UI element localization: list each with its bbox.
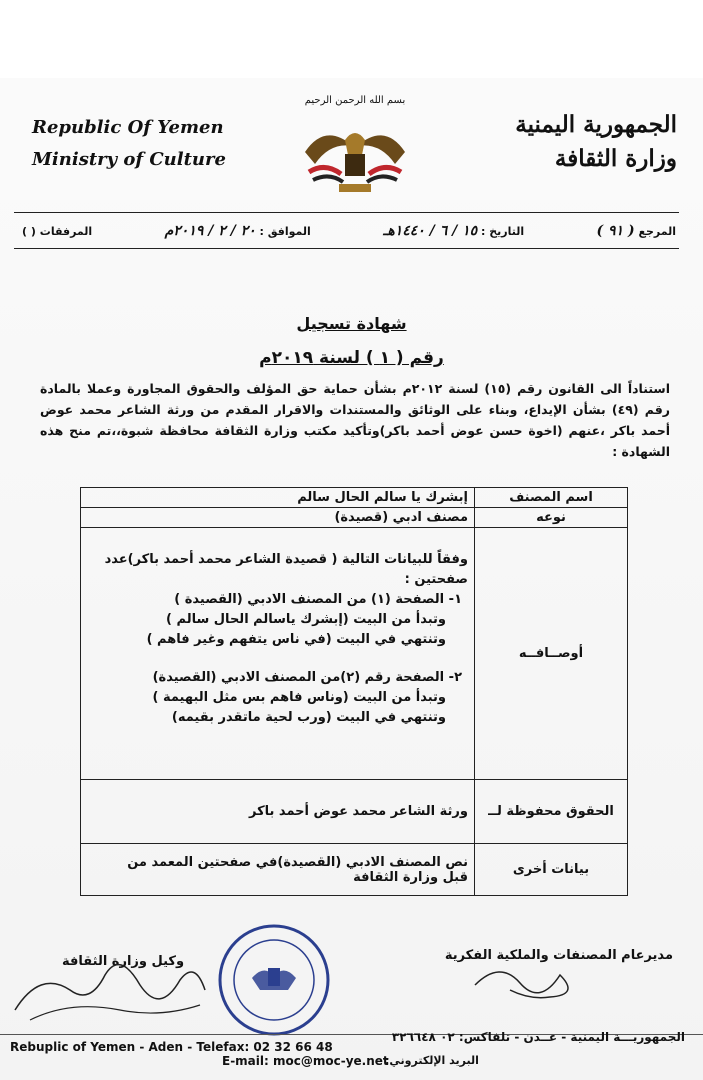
date-label: التاريخ :: [480, 225, 525, 238]
header-rule-top: [14, 212, 679, 213]
top-margin: [0, 0, 703, 78]
table-row: [81, 528, 628, 780]
other-data-value: [81, 844, 475, 896]
email-label-ar: البريد الإلكتروني:: [385, 1054, 479, 1067]
arabic-letterhead: [515, 108, 677, 176]
deputy-signature: [10, 930, 210, 1025]
description-line: ٢- الصفحة رقم (٢)من المصنف الادبي (القصيدة): [152, 670, 462, 685]
attachments-field: [22, 225, 92, 238]
description-label: أوصــافــه: [475, 528, 628, 780]
ministry-name-ar: وزارة الثقافة: [554, 145, 677, 172]
description-line: وتنتهي في البيت (في ناس يتفهم وغير فاهم ): [146, 632, 446, 647]
date-value: ١٥ / ٦ / ١٤٤٠هـ: [383, 223, 478, 239]
type-label: نوعه: [475, 508, 628, 528]
director-signature: [470, 955, 590, 1005]
other-data-label: بيانات أخرى: [475, 844, 628, 896]
description-line: ١- الصفحة (١) من المصنف الادبي (القصيدة ): [174, 592, 462, 607]
registration-table: [80, 487, 628, 896]
ministry-stamp: [214, 920, 334, 1040]
rights-value: ورثة الشاعر محمد عوض أحمد باكر: [81, 780, 475, 844]
date-field: [383, 223, 524, 239]
certificate-number: رقم ( ١ ) لسنة ٢٠١٩م: [259, 348, 444, 368]
yemen-eagle-emblem: [295, 112, 415, 202]
reference-bar: [22, 218, 676, 244]
description-line: وتنتهي في البيت (ورب لحية ماتقدر بقيمه): [171, 710, 446, 725]
english-letterhead: [32, 112, 226, 176]
table-row: [81, 508, 628, 528]
attachments-label: المرفقات: [39, 224, 93, 238]
certificate-title: شهادة تسجيل: [296, 314, 407, 333]
ref-field: [597, 223, 676, 239]
country-name-ar: الجمهورية اليمنية: [515, 111, 677, 138]
author-value: إبشرك يا سالم الحال سالم: [81, 488, 475, 508]
ministry-name-en: Ministry of Culture: [32, 149, 226, 170]
corresponding-date-label: الموافق :: [259, 225, 311, 238]
certificate-intro: استناداً الى القانون رقم (١٥) لسنة ٢٠١٢م بشأن حماية حق المؤلف والحقوق المجاورة وعملا بالمادة رقم (٤٩) بشأن الإيداع، وبناء على الوثائق والمستندات والاقرار المقدم من ورثة الشاعر محمد عوض أحمد باكر ،عنهم (اخوة حسن عوض أحمد باكر)وتأكيد مكتب وزارة الثقافة محافظة شبوة،،تم منح هذه الشهادة :: [40, 381, 671, 459]
description-line: صفحتين :: [404, 572, 468, 587]
description-line: وتبدأ من البيت (إبشرك ياسالم الحال سالم ): [166, 612, 446, 627]
description-value: [81, 528, 475, 780]
type-value: مصنف ادبي (قصيدة): [81, 508, 475, 528]
email-address[interactable]: moc@moc-ye.net: [273, 1054, 389, 1068]
country-name-en: Republic Of Yemen: [32, 117, 224, 138]
attachments-value: ( ): [22, 224, 36, 238]
footer-address-ar: الجمهوريـــة اليمنية - عــدن - تلفاكس: ٠٢ ٣٢٦٦٤٨: [391, 1030, 685, 1044]
rights-label: الحقوق محفوظة لــ: [475, 780, 628, 844]
ref-label: المرجع: [638, 225, 676, 238]
table-row: [81, 780, 628, 844]
deputy-minister-signature-block: وكيل وزارة الثقافة: [62, 954, 185, 969]
other-data-line: قبل وزارة الثقافة: [353, 869, 468, 885]
header-rule-bottom: [14, 248, 679, 249]
basmala: بسم الله الرحمن الرحيم: [304, 95, 406, 106]
email-label-en: E-mail:: [222, 1054, 269, 1068]
footer-email: [222, 1054, 389, 1068]
description-line: وتبدأ من البيت (وناس فاهم بس مثل البهيمة ): [152, 690, 446, 705]
ref-value: ( ٩١ ): [596, 223, 635, 239]
other-data-line: نص المصنف الادبي (القصيدة)في صفحتين المعمد من: [127, 854, 468, 870]
footer-address-en: Rebuplic of Yemen - Aden - Telefax: 02 32 66 48: [10, 1040, 333, 1054]
corresponding-date-field: [165, 223, 311, 239]
table-row: [81, 488, 628, 508]
table-row: [81, 844, 628, 896]
description-line: وفقاً للبيانات التالية ( قصيدة الشاعر محمد أحمد باكر)عدد: [104, 552, 468, 567]
author-label: اسم المصنف: [475, 488, 628, 508]
corresponding-date-value: ٢٠ / ٢ / ٢٠١٩م: [164, 223, 256, 239]
director-general-signature-block: مديرعام المصنفات والملكية الفكرية: [444, 948, 673, 963]
